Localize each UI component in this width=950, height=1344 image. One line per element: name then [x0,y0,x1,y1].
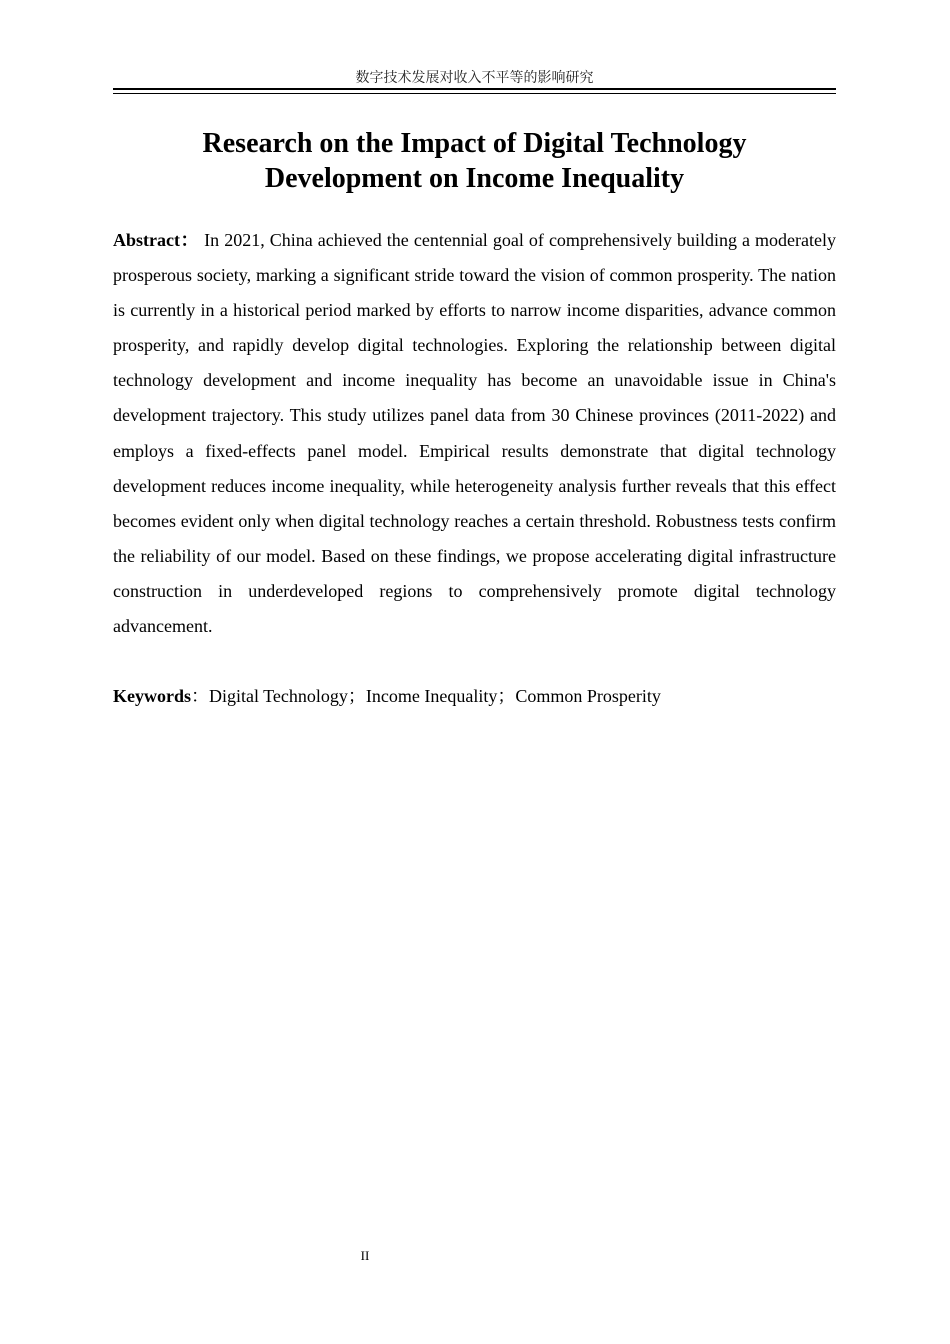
keyword-item: Digital Technology [209,686,348,706]
keyword-separator: ； [497,686,516,706]
keywords-line [113,679,836,714]
paper-title [113,126,836,196]
keyword-separator: ； [347,686,366,706]
keywords-separator: ： [191,686,209,706]
running-header: 数字技术发展对收入不平等的影响研究 [355,70,594,86]
header-rule-thick [113,88,836,90]
header-rule-thin [113,93,836,94]
keyword-item: Common Prosperity [515,686,661,706]
keyword-item: Income Inequality [365,686,498,706]
abstract-colon: ： [179,230,200,250]
paper-title-line-1: Research on the Impact of Digital Technology [202,128,747,159]
keywords-label: Keywords [113,686,191,706]
abstract-text: In 2021, China achieved the centennial goal of comprehensively building a moderately prosperous society, marking a significant stride toward the vision of common prosperity. The nation is currently in a historical period marked by efforts to narrow income disparities, advance common prosperity, and rapidly develop digital technologies. Exploring the relationship between digital technology development and income inequality has become an unavoidable issue in China's development trajectory. This study utilizes panel data from 30 Chinese provinces (2011-2022) and employs a fixed-effects panel model. Empirical results demonstrate that digital technology development reduces income inequality, while heterogeneity analysis further reveals that this effect becomes evident only when digital technology reaches a certain threshold. Robustness tests confirm the reliability of our model. Based on these findings, we propose accelerating digital infrastructure construction in underdeveloped regions to comprehensively promote digital technology advancement. [113,230,837,637]
page-number: II [360,1248,370,1263]
abstract-label: Abstract [113,230,180,250]
paper-title-line-2: Development on Income Inequality [264,163,685,194]
abstract-paragraph [113,223,836,644]
